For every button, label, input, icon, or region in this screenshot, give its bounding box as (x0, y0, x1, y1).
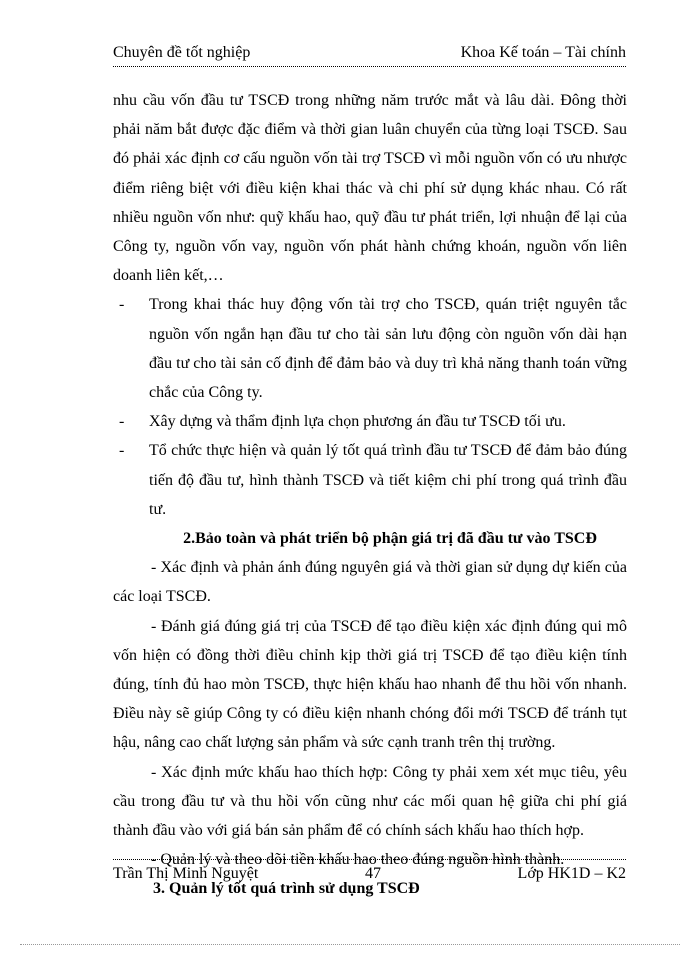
page-body (113, 86, 627, 904)
bullet-text-1: Trong khai thác huy động vốn tài trợ cho TSCĐ, quán triệt nguyên tắc nguồn vốn ngắn hạn đầu tư cho tài sản lưu động còn nguồn vốn dài hạn đầu tư cho tài sản cố định để đảm bảo và duy trì khả năng thanh toán vững chắc của Công ty. (149, 296, 627, 402)
page-header (113, 44, 626, 67)
paragraph-1: nhu cầu vốn đầu tư TSCĐ trong những năm trước mắt và lâu dài. Đông thời phải năm bắt được đặc điểm và thời gian luân chuyển của từng loại TSCĐ. Sau đó phải xác định cơ cấu nguồn vốn tài trợ TSCĐ vì mỗi nguồn vốn có ưu nhược điểm riêng biệt với điều kiện khai thác và chi phí sử dụng khác nhau. Có rất nhiều nguồn vốn như: quỹ khấu hao, quỹ đầu tư phát triển, lợi nhuận để lại của Công ty, nguồn vốn vay, nguồn vốn phát hành chứng khoán, nguồn vốn liên doanh liên kết,… (113, 92, 627, 285)
bullet-text-3: Tổ chức thực hiện và quản lý tốt quá trình đầu tư TSCĐ để đảm bảo đúng tiến độ đầu tư, hình thành TSCĐ và tiết kiệm chi phí trong quá trình đầu tư. (149, 442, 627, 518)
bullet-dash: - (119, 442, 125, 460)
bullet-dash: - (119, 296, 125, 314)
paragraph-3: - Đánh giá đúng giá trị của TSCĐ để tạo điều kiện xác định đúng qui mô vốn hiện có đồng thời điều chỉnh kịp thời giá trị TSCĐ để tạo điều kiện tính đúng, tính đủ hao mòn TSCĐ, thực hiện khấu hao nhanh để thu hồi vốn nhanh. Điều này sẽ giúp Công ty có điều kiện nhanh chóng đổi mới TSCĐ để tránh tụt hậu, nâng cao chất lượng sản phẩm và sức cạnh tranh trên thị trường. (113, 617, 627, 752)
bullet-item-2 (113, 407, 627, 436)
page-footer (113, 859, 626, 884)
bullet-text-2: Xây dựng và thẩm định lựa chọn phương án đầu tư TSCĐ tối ưu. (149, 413, 566, 431)
header-left: Chuyên đề tốt nghiệp (113, 44, 251, 61)
header-right: Khoa Kế toán – Tài chính (460, 44, 626, 61)
page-number: 47 (365, 865, 381, 882)
bullet-item-3 (113, 436, 627, 524)
bottom-divider (20, 944, 680, 945)
bullet-dash: - (119, 413, 125, 431)
paragraph-2: - Xác định và phản ánh đúng nguyên giá và thời gian sử dụng dự kiến của các loại TSCĐ. (113, 559, 627, 606)
bullet-item-1 (113, 290, 627, 407)
paragraph-4: - Xác định mức khấu hao thích hợp: Công ty phải xem xét mục tiêu, yêu cầu trong đầu tư và thu hồi vốn cũng như các mối quan hệ giữa chi phí giá thành đầu vào với giá bán sản phẩm để có chính sách khấu hao thích hợp. (113, 763, 627, 840)
footer-class: Lớp HK1D – K2 (517, 865, 626, 882)
paragraph-5: - Quản lý và theo dõi tiền khấu hao theo đúng nguồn hình thành. (151, 851, 565, 869)
footer-author: Trần Thị Minh Nguyệt (113, 865, 259, 882)
section-heading-3: 3. Quản lý tốt quá trình sử dụng TSCĐ (153, 880, 420, 898)
section-heading-2: 2.Bảo toàn và phát triển bộ phận giá trị đã đầu tư vào TSCĐ (183, 530, 597, 548)
